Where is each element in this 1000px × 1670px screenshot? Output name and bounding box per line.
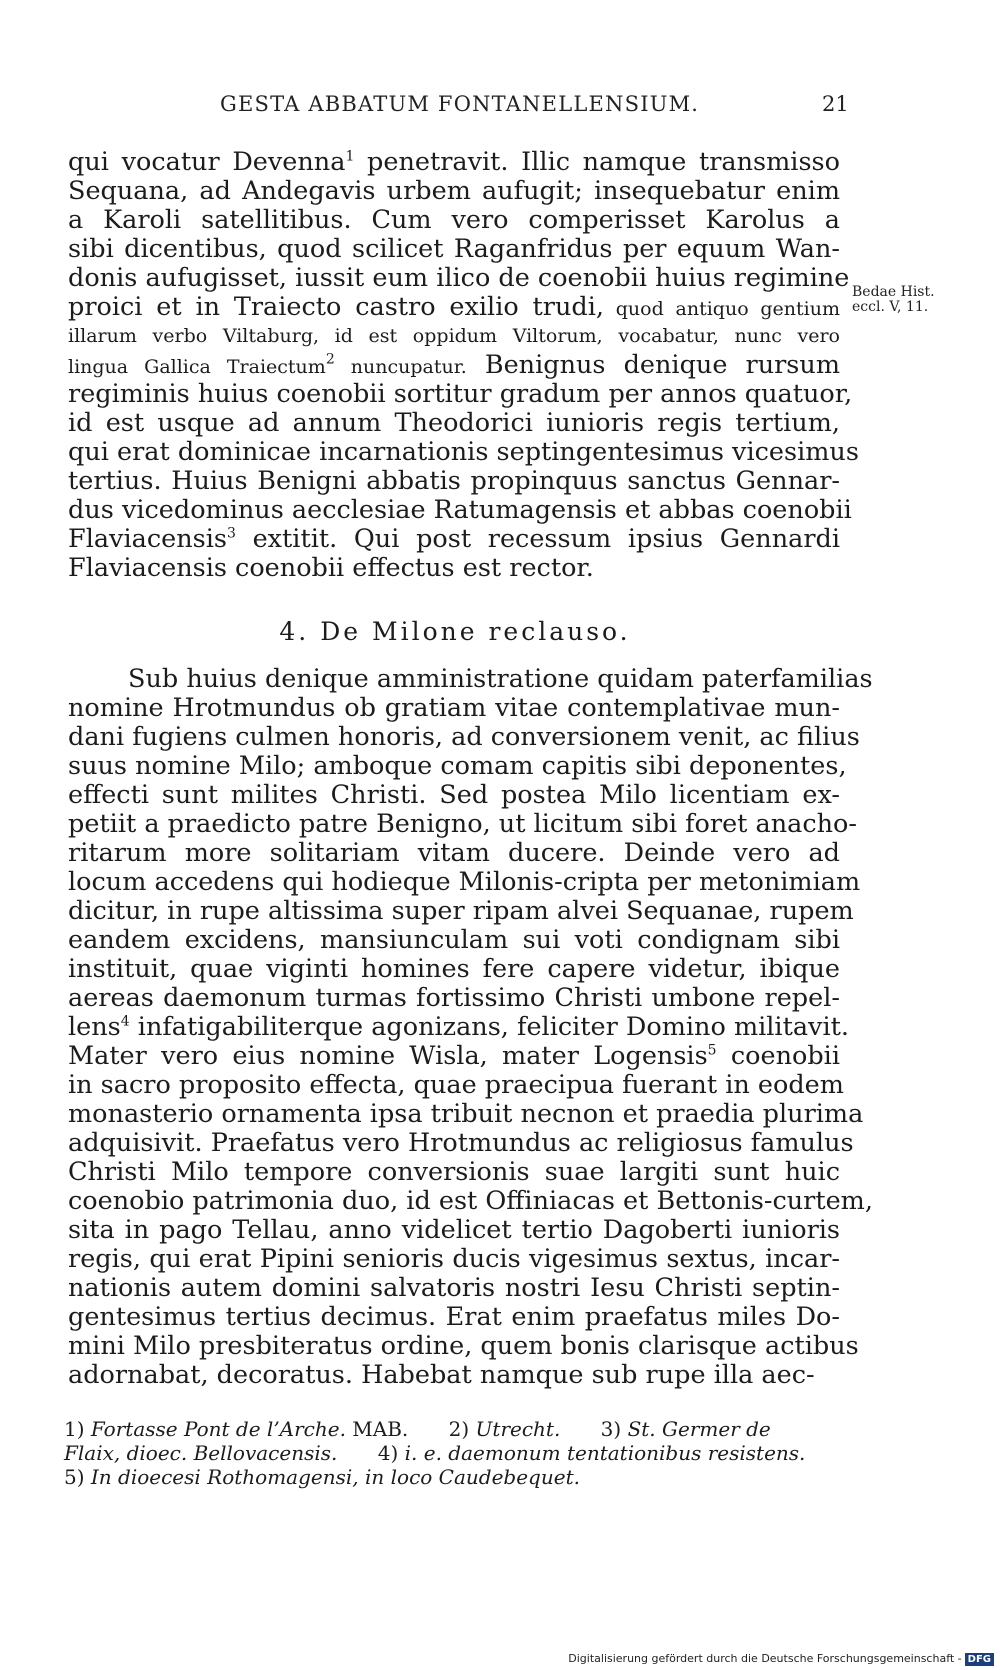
section-heading: 4. De Milone reclauso. bbox=[279, 617, 631, 646]
text-fragment: ritarum more solitariam vitam ducere. Deinde vero ad bbox=[68, 838, 840, 868]
footnote-line bbox=[64, 1417, 840, 1441]
text-line bbox=[68, 1012, 849, 1042]
text-fragment: Christi Milo tempore conversionis suae largiti sunt huic bbox=[68, 1157, 840, 1187]
text-line bbox=[68, 1303, 840, 1332]
text-line bbox=[68, 955, 840, 984]
text-fragment: suus nomine Milo; amboque comam capitis sibi deponentes, bbox=[68, 751, 847, 781]
footnote-number: 4) bbox=[377, 1441, 399, 1465]
footnote-text: Flaix, dioec. Bellovacensis. bbox=[64, 1441, 338, 1465]
text-line bbox=[68, 1274, 840, 1303]
text-fragment: gentesimus tertius decimus. Erat enim praefatus miles Do- bbox=[68, 1302, 840, 1332]
text-line bbox=[68, 379, 853, 409]
paragraph-section-3-end bbox=[68, 147, 859, 583]
text-fragment: a Karoli satellitibus. Cum vero comperisset Karolus a bbox=[68, 205, 840, 235]
text-line bbox=[68, 867, 861, 897]
text-fragment: adornabat, decoratus. Habebat namque sub rupe illa aec- bbox=[68, 1360, 815, 1390]
text-fragment: effecti sunt milites Christi. Sed postea Milo licentiam ex- bbox=[68, 780, 840, 810]
text-line bbox=[68, 694, 840, 723]
paragraph-section-4 bbox=[68, 664, 873, 1390]
text-fragment: Benignus denique rursum bbox=[466, 350, 840, 380]
text-line bbox=[68, 351, 840, 380]
text-fragment: Flaviacensis bbox=[68, 524, 227, 554]
marginal-note-line: eccl. V, 11. bbox=[852, 299, 929, 315]
text-line bbox=[68, 235, 840, 264]
text-fragment: proici et in Traiecto castro exilio trudi, bbox=[68, 292, 604, 322]
text-fragment: Sequana, ad Andegavis urbem aufugit; insequebatur enim bbox=[68, 176, 840, 206]
text-line bbox=[68, 1331, 859, 1361]
text-line bbox=[68, 1158, 840, 1187]
text-line bbox=[68, 751, 847, 781]
footnote-number: 1) bbox=[64, 1417, 85, 1441]
text-fragment: coenobio patrimonia duo, id est Offiniacas et Bettonis-curtem, bbox=[68, 1186, 873, 1216]
text-fragment: instituit, quae viginti homines fere capere videtur, ibique bbox=[68, 954, 840, 984]
text-line bbox=[68, 1099, 864, 1129]
text-fragment: locum accedens qui hodieque Milonis-cripta per metonimiam bbox=[68, 867, 861, 897]
text-line bbox=[68, 926, 840, 955]
text-fragment: regiminis huius coenobii sortitur gradum per annos quatuor, bbox=[68, 379, 853, 409]
text-line bbox=[68, 1216, 840, 1245]
text-line bbox=[68, 177, 840, 206]
text-line bbox=[68, 467, 840, 496]
text-line bbox=[68, 495, 852, 525]
text-fragment: monasterio ornamenta ipsa tribuit necnon et praedia plurima bbox=[68, 1099, 864, 1129]
text-line bbox=[68, 437, 859, 467]
footnote-marker: 1 bbox=[345, 148, 355, 165]
text-line bbox=[68, 206, 840, 235]
text-line bbox=[68, 1245, 840, 1274]
text-line bbox=[68, 809, 858, 839]
text-fragment: in sacro proposito effecta, quae praecipua fuerant in eodem bbox=[68, 1070, 844, 1100]
dfg-logo-icon: DFG bbox=[965, 1653, 994, 1666]
footnote-text: Utrecht. bbox=[475, 1417, 561, 1441]
running-title: GESTA ABBATUM FONTANELLENSIUM. bbox=[220, 92, 700, 116]
footnote-text: St. Germer de bbox=[627, 1417, 771, 1441]
footnote-text: MAB. bbox=[345, 1417, 409, 1441]
text-line bbox=[68, 781, 840, 810]
footnote-marker: 2 bbox=[325, 351, 335, 368]
text-fragment: nationis autem domini salvatoris nostri Iesu Christi septin- bbox=[68, 1273, 840, 1303]
text-fragment: coenobii bbox=[716, 1041, 840, 1071]
text-line bbox=[68, 722, 860, 752]
text-fragment: mini Milo presbiteratus ordine, quem bonis clarisque actibus bbox=[68, 1331, 859, 1361]
text-line bbox=[68, 263, 850, 293]
text-fragment: regis, qui erat Pipini senioris ducis vigesimus sextus, incar- bbox=[68, 1244, 840, 1274]
footnote-text: Fortasse Pont de l’Arche. bbox=[90, 1417, 346, 1441]
digitization-credit bbox=[568, 1652, 994, 1666]
text-fragment-small: nuncupatur. bbox=[334, 356, 467, 378]
text-line bbox=[68, 1070, 844, 1100]
text-line bbox=[68, 1361, 840, 1390]
text-fragment: Sub huius denique amministratione quidam paterfamilias bbox=[128, 664, 873, 694]
text-fragment: infatigabiliterque agonizans, feliciter Domino militavit. bbox=[129, 1012, 849, 1042]
text-fragment: petiit a praedicto patre Benigno, ut licitum sibi foret anacho- bbox=[68, 809, 858, 839]
text-line bbox=[68, 896, 854, 926]
text-fragment-small: quod antiquo gentium bbox=[603, 298, 840, 320]
footnote-number: 5) bbox=[64, 1465, 85, 1489]
footnote-line bbox=[64, 1441, 840, 1465]
text-line bbox=[68, 148, 840, 177]
text-fragment: qui erat dominicae incarnationis septingentesimus vicesimus bbox=[68, 437, 859, 467]
text-fragment: Flaviacensis coenobii effectus est rector. bbox=[68, 553, 594, 583]
text-line bbox=[68, 554, 840, 583]
text-fragment: id est usque ad annum Theodorici iunioris regis tertium, bbox=[68, 408, 840, 438]
digitization-text: Digitalisierung gefördert durch die Deutsche Forschungsgemeinschaft - bbox=[568, 1652, 962, 1665]
footnote-text: i. e. daemonum tentationibus resistens. bbox=[404, 1441, 806, 1465]
text-fragment: dicitur, in rupe altissima super ripam alvei Sequanae, rupem bbox=[68, 896, 854, 926]
text-line bbox=[68, 1042, 840, 1071]
text-fragment: lens bbox=[68, 1012, 121, 1042]
footnote-marker: 4 bbox=[120, 1013, 130, 1030]
text-fragment: Mater vero eius nomine Wisla, mater Logensis bbox=[68, 1041, 708, 1071]
text-fragment: nomine Hrotmundus ob gratiam vitae contemplativae mun- bbox=[68, 693, 840, 723]
text-fragment: tertius. Huius Benigni abbatis propinquus sanctus Gennar- bbox=[68, 466, 840, 496]
footnote-number: 3) bbox=[600, 1417, 622, 1441]
footnote-line bbox=[64, 1465, 840, 1489]
text-fragment: donis aufugisset, iussit eum ilico de coenobii huius regimine bbox=[68, 263, 850, 293]
text-fragment: sibi dicentibus, quod scilicet Raganfridus per equum Wan- bbox=[68, 234, 840, 264]
text-line bbox=[68, 525, 840, 554]
text-fragment: sita in pago Tellau, anno videlicet tertio Dagoberti iunioris bbox=[68, 1215, 840, 1245]
text-line bbox=[68, 409, 840, 438]
footnote-marker: 5 bbox=[707, 1042, 717, 1059]
text-fragment: aereas daemonum turmas fortissimo Christi umbone repel- bbox=[68, 983, 840, 1013]
text-fragment-small: lingua Gallica Traiectum bbox=[68, 356, 326, 378]
text-fragment: qui vocatur Devenna bbox=[68, 147, 346, 177]
marginal-note-line: Bedae Hist. bbox=[852, 284, 935, 300]
text-line bbox=[68, 322, 840, 351]
text-fragment: penetravit. Illic namque transmisso bbox=[354, 147, 840, 177]
text-line bbox=[68, 664, 873, 694]
page-number: 21 bbox=[822, 92, 849, 116]
text-fragment: eandem excidens, mansiunculam sui voti condignam sibi bbox=[68, 925, 840, 955]
text-fragment: extitit. Qui post recessum ipsius Gennardi bbox=[235, 524, 840, 554]
text-line bbox=[68, 984, 840, 1013]
footnote-marker: 3 bbox=[226, 525, 236, 542]
text-fragment: dus vicedominus aecclesiae Ratumagensis et abbas coenobii bbox=[68, 495, 852, 525]
text-line bbox=[68, 293, 840, 322]
text-fragment: illarum verbo Viltaburg, id est oppidum Viltorum, vocabatur, nunc vero bbox=[68, 325, 840, 347]
footnote-number: 2) bbox=[448, 1417, 470, 1441]
text-line bbox=[68, 1186, 873, 1216]
text-line bbox=[68, 839, 840, 868]
footnotes bbox=[64, 1417, 840, 1489]
marginal-note bbox=[852, 285, 935, 315]
text-fragment: adquisivit. Praefatus vero Hrotmundus ac religiosus famulus bbox=[68, 1128, 854, 1158]
footnote-text: In dioecesi Rothomagensi, in loco Caudebequet. bbox=[90, 1465, 580, 1489]
text-fragment: dani fugiens culmen honoris, ad conversionem venit, ac filius bbox=[68, 722, 860, 752]
text-line bbox=[68, 1128, 854, 1158]
